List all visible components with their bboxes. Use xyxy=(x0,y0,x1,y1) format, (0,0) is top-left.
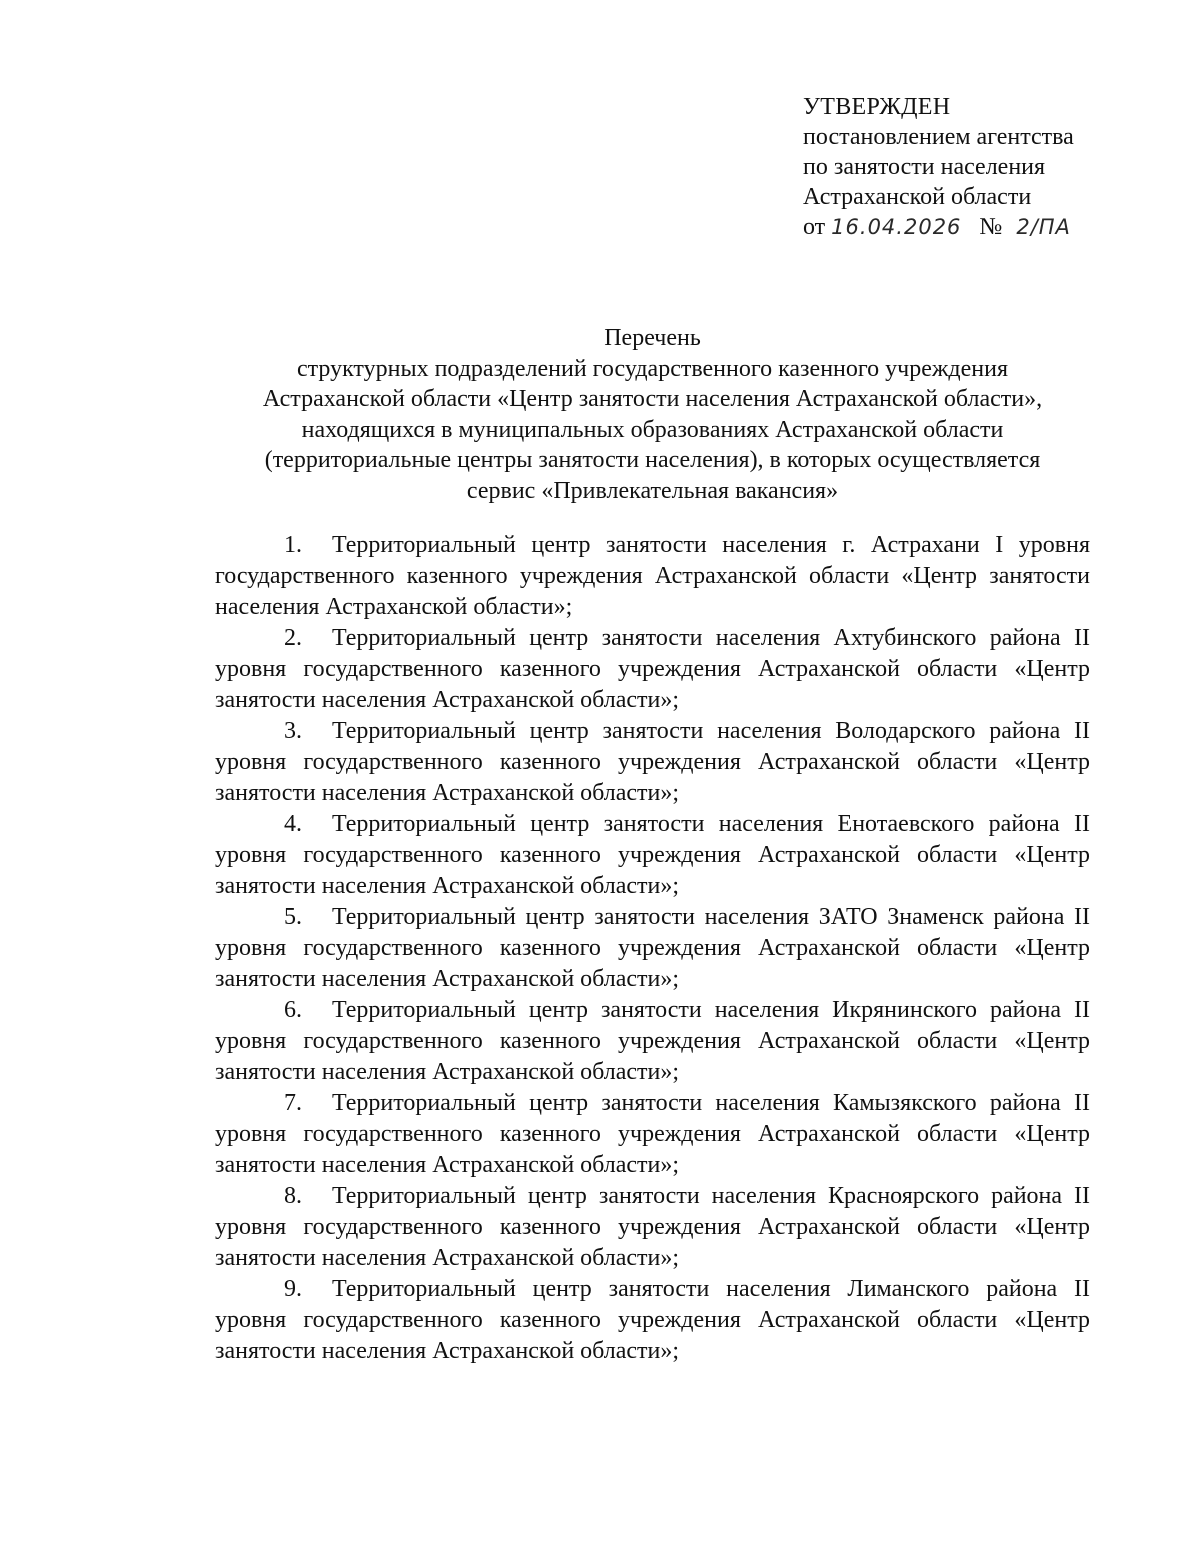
approval-date-value: 16.04.2026 xyxy=(831,215,962,239)
list-item xyxy=(215,623,1090,716)
heading-line-5: сервис «Привлекательная вакансия» xyxy=(466,477,839,504)
list-item-text: Территориальный центр занятости населения Енотаевского района II уровня государственного казенного учреждения Астраханской области «Центр занятости населения Астраханской области»; xyxy=(215,811,1090,899)
approval-line-1: постановлением агентства xyxy=(803,124,1074,150)
document-heading xyxy=(215,323,1090,507)
approval-title: УТВЕРЖДЕН xyxy=(803,94,951,120)
list-item-text: Территориальный центр занятости населения Камызякского района II уровня государственного казенного учреждения Астраханской области «Центр занятости населения Астраханской области»; xyxy=(215,1090,1090,1178)
list-item xyxy=(215,1274,1090,1367)
list-item-text: Территориальный центр занятости населения Ахтубинского района II уровня государственного казенного учреждения Астраханской области «Центр занятости населения Астраханской области»; xyxy=(215,625,1090,713)
list-item-number: 1. xyxy=(284,532,302,558)
list-item-text: Территориальный центр занятости населения Икрянинского района II уровня государственного казенного учреждения Астраханской области «Центр занятости населения Астраханской области»; xyxy=(215,997,1090,1085)
list-item-number: 7. xyxy=(284,1090,302,1116)
list-item-text: Территориальный центр занятости населения Лиманского района II уровня государственного казенного учреждения Астраханской области «Центр занятости населения Астраханской области»; xyxy=(215,1276,1090,1364)
approval-line-2: по занятости населения xyxy=(803,154,1046,180)
heading-line-3: находящихся в муниципальных образованиях Астраханской области xyxy=(301,416,1004,443)
list-item-number: 2. xyxy=(284,625,302,651)
list-item-text: Территориальный центр занятости населения г. Астрахани I уровня государственного казенного учреждения Астраханской области «Центр занятости населения Астраханской области»; xyxy=(215,532,1090,620)
centers-list xyxy=(215,530,1090,1367)
list-item xyxy=(215,1181,1090,1274)
approval-block xyxy=(803,92,1133,242)
list-item-number: 6. xyxy=(284,997,302,1023)
approval-date-line xyxy=(803,212,1133,242)
heading-line-4: (территориальные центры занятости населения), в которых осуществляется xyxy=(264,447,1041,474)
list-item-text: Территориальный центр занятости населения Красноярского района II уровня государственного казенного учреждения Астраханской области «Центр занятости населения Астраханской области»; xyxy=(215,1183,1090,1271)
heading-line-2: Астраханской области «Центр занятости населения Астраханской области», xyxy=(262,386,1043,413)
list-item-number: 4. xyxy=(284,811,302,837)
list-item xyxy=(215,809,1090,902)
approval-number-sign: № xyxy=(979,214,1003,240)
approval-number-value: 2/ПА xyxy=(1016,215,1071,239)
list-item-number: 3. xyxy=(284,718,302,744)
list-item xyxy=(215,716,1090,809)
list-item-text: Территориальный центр занятости населения Володарского района II уровня государственного казенного учреждения Астраханской области «Центр занятости населения Астраханской области»; xyxy=(215,718,1090,806)
list-item-number: 9. xyxy=(284,1276,302,1302)
approval-line-3: Астраханской области xyxy=(803,184,1032,210)
heading-title: Перечень xyxy=(604,325,701,351)
list-item xyxy=(215,995,1090,1088)
list-item xyxy=(215,530,1090,623)
list-item-number: 8. xyxy=(284,1183,302,1209)
list-item-number: 5. xyxy=(284,904,302,930)
list-item-text: Территориальный центр занятости населения ЗАТО Знаменск района II уровня государственного казенного учреждения Астраханской области «Центр занятости населения Астраханской области»; xyxy=(215,904,1090,992)
heading-line-1: структурных подразделений государственного казенного учреждения xyxy=(296,355,1009,382)
list-item xyxy=(215,1088,1090,1181)
approval-date-prefix: от xyxy=(803,214,826,240)
list-item xyxy=(215,902,1090,995)
